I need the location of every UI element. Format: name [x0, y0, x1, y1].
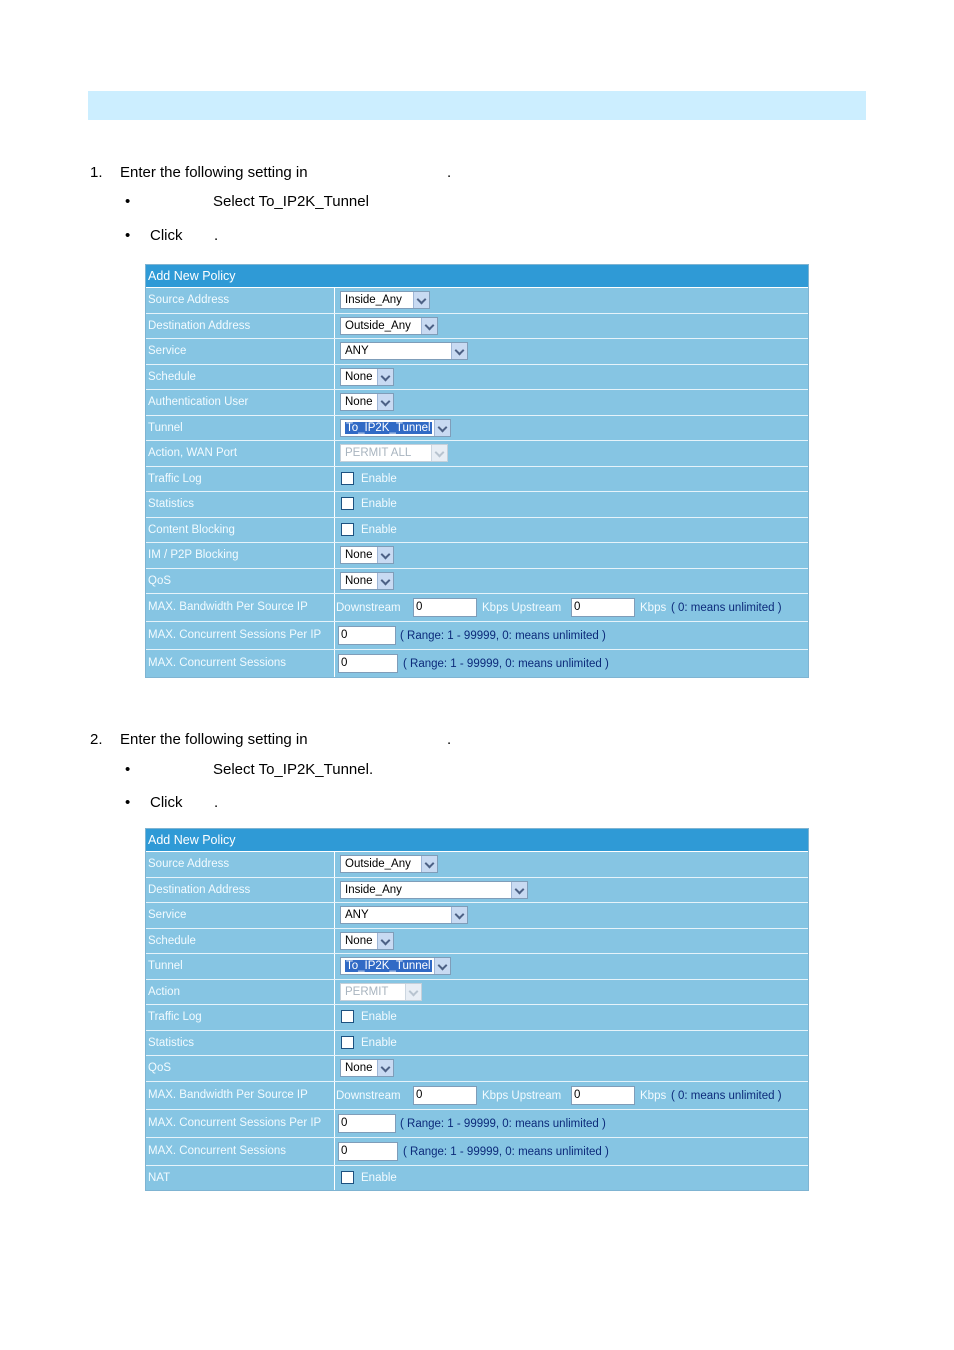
qos-select[interactable]: None: [340, 572, 394, 590]
row-source-address: Source Address Inside_Any: [146, 288, 808, 314]
upstream-input[interactable]: 0: [571, 1086, 635, 1105]
row-destination-address: Destination Address Outside_Any: [146, 314, 808, 340]
upstream-input[interactable]: 0: [571, 598, 635, 617]
step-1-period: .: [447, 164, 452, 181]
step-2: 2. Enter the following setting in: [90, 731, 308, 748]
row-schedule: Schedule None: [146, 365, 808, 391]
row-action: Action PERMIT: [146, 980, 808, 1006]
source-address-select[interactable]: Outside_Any: [340, 855, 438, 873]
add-new-policy-panel-2: [145, 828, 809, 1191]
row-max-bandwidth: MAX. Bandwidth Per Source IP Downstream 0 Kbps Upstream 0 Kbps ( 0: means unlimited ): [146, 1082, 808, 1110]
statistics-checkbox[interactable]: [341, 1036, 354, 1049]
row-max-sessions-per-ip: MAX. Concurrent Sessions Per IP 0 ( Range: 1 - 99999, 0: means unlimited ): [146, 1110, 808, 1138]
content-blocking-checkbox[interactable]: [341, 523, 354, 536]
im-p2p-blocking-select[interactable]: None: [340, 546, 394, 564]
chevron-down-icon: [413, 292, 429, 308]
row-service: Service ANY: [146, 339, 808, 365]
row-im-p2p-blocking: IM / P2P Blocking None: [146, 543, 808, 569]
panel-title: Add New Policy: [146, 265, 808, 288]
chevron-down-icon: [421, 856, 437, 872]
row-authentication-user: Authentication User None: [146, 390, 808, 416]
row-traffic-log: Traffic Log Enable: [146, 1005, 808, 1031]
chevron-down-icon: [434, 958, 450, 974]
schedule-select[interactable]: None: [340, 932, 394, 950]
row-destination-address: Destination Address Inside_Any: [146, 878, 808, 904]
row-max-sessions: MAX. Concurrent Sessions 0 ( Range: 1 - 99999, 0: means unlimited ): [146, 1138, 808, 1166]
chevron-down-icon: [377, 394, 393, 410]
authentication-user-select[interactable]: None: [340, 393, 394, 411]
service-select[interactable]: ANY: [340, 342, 468, 360]
chevron-down-icon: [377, 369, 393, 385]
downstream-input[interactable]: 0: [413, 598, 477, 617]
source-address-select[interactable]: Inside_Any: [340, 291, 430, 309]
action-select: PERMIT ALL: [340, 444, 448, 462]
row-qos: QoS None: [146, 569, 808, 595]
row-qos: QoS None: [146, 1056, 808, 1082]
max-sessions-per-ip-input[interactable]: 0: [338, 1114, 396, 1133]
downstream-input[interactable]: 0: [413, 1086, 477, 1105]
row-source-address: Source Address Outside_Any: [146, 852, 808, 878]
chevron-down-icon: [451, 343, 467, 359]
panel-title: Add New Policy: [146, 829, 808, 852]
chevron-down-icon: [421, 318, 437, 334]
chevron-down-icon: [434, 420, 450, 436]
row-content-blocking: Content Blocking Enable: [146, 518, 808, 544]
chevron-down-icon: [377, 573, 393, 589]
row-max-sessions-per-ip: MAX. Concurrent Sessions Per IP 0 ( Range: 1 - 99999, 0: means unlimited ): [146, 622, 808, 650]
row-schedule: Schedule None: [146, 929, 808, 955]
qos-select[interactable]: None: [340, 1059, 394, 1077]
row-statistics: Statistics Enable: [146, 492, 808, 518]
row-service: Service ANY: [146, 903, 808, 929]
chevron-down-icon: [377, 1060, 393, 1076]
service-select[interactable]: ANY: [340, 906, 468, 924]
step-1: 1. Enter the following setting in: [90, 164, 308, 181]
chevron-down-icon: [405, 984, 421, 1000]
chevron-down-icon: [377, 933, 393, 949]
max-sessions-input[interactable]: 0: [338, 1142, 398, 1161]
destination-address-select[interactable]: Inside_Any: [340, 881, 528, 899]
max-sessions-input[interactable]: 0: [338, 654, 398, 673]
row-traffic-log: Traffic Log Enable: [146, 467, 808, 493]
row-action: Action, WAN Port PERMIT ALL: [146, 441, 808, 467]
chevron-down-icon: [511, 882, 527, 898]
step-2-period: .: [447, 731, 452, 748]
traffic-log-checkbox[interactable]: [341, 472, 354, 485]
traffic-log-checkbox[interactable]: [341, 1010, 354, 1023]
statistics-checkbox[interactable]: [341, 497, 354, 510]
destination-address-select[interactable]: Outside_Any: [340, 317, 438, 335]
row-statistics: Statistics Enable: [146, 1031, 808, 1057]
schedule-select[interactable]: None: [340, 368, 394, 386]
row-tunnel: Tunnel To_IP2K_Tunnel: [146, 954, 808, 980]
nat-checkbox[interactable]: [341, 1171, 354, 1184]
row-nat: NAT Enable: [146, 1166, 808, 1191]
max-sessions-per-ip-input[interactable]: 0: [338, 626, 396, 645]
tunnel-select[interactable]: To_IP2K_Tunnel: [340, 957, 451, 975]
row-max-sessions: MAX. Concurrent Sessions 0 ( Range: 1 - 99999, 0: means unlimited ): [146, 650, 808, 677]
row-max-bandwidth: MAX. Bandwidth Per Source IP Downstream 0 Kbps Upstream 0 Kbps ( 0: means unlimited ): [146, 594, 808, 622]
chevron-down-icon: [377, 547, 393, 563]
row-tunnel: Tunnel To_IP2K_Tunnel: [146, 416, 808, 442]
add-new-policy-panel-1: [145, 264, 809, 678]
tunnel-select[interactable]: To_IP2K_Tunnel: [340, 419, 451, 437]
chevron-down-icon: [451, 907, 467, 923]
action-select: PERMIT: [340, 983, 422, 1001]
chevron-down-icon: [431, 445, 447, 461]
header-banner: [88, 91, 866, 120]
